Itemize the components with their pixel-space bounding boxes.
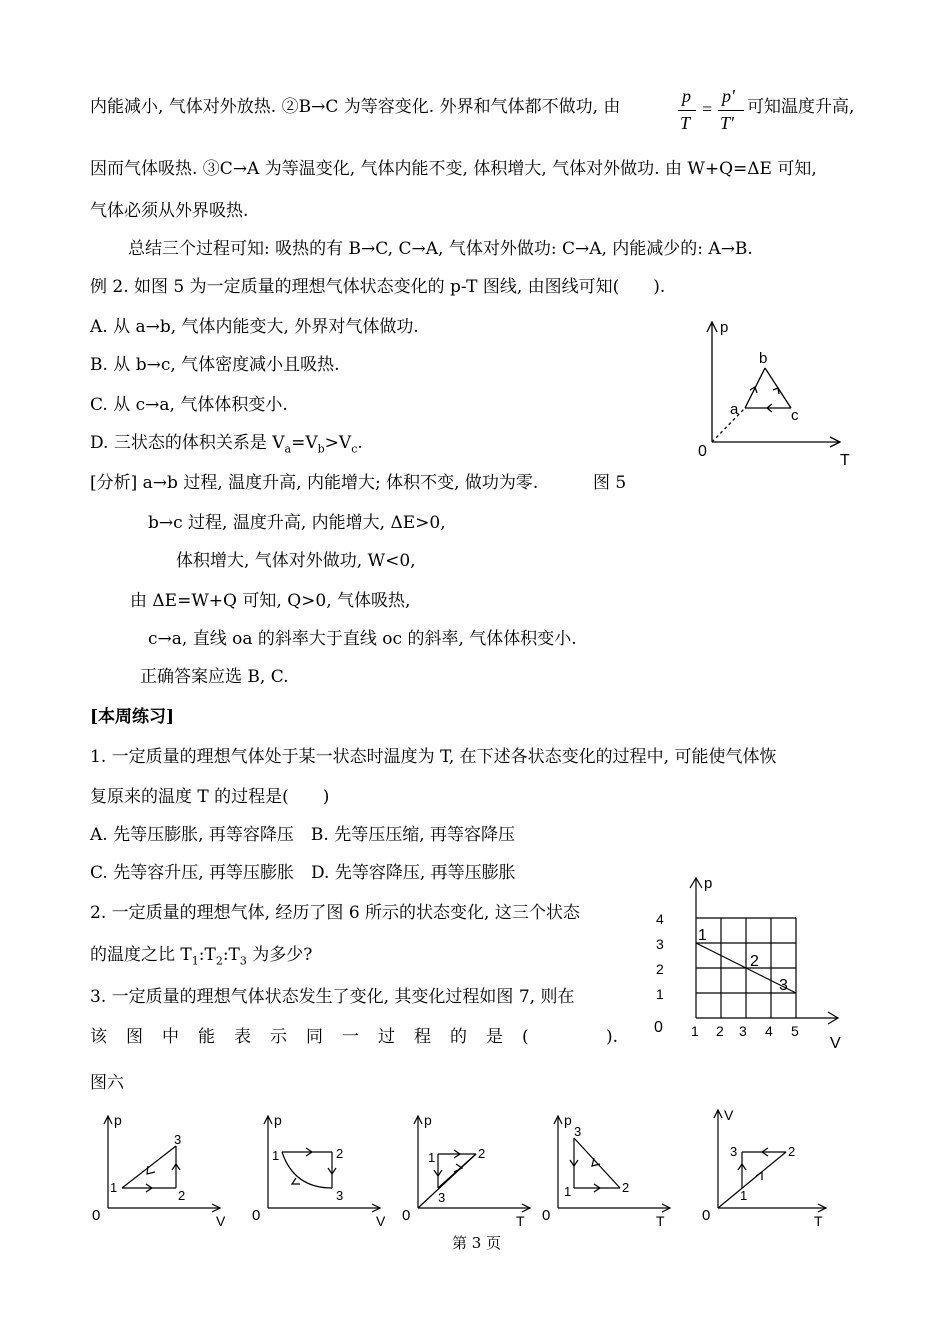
fig6-xtick-2: 2 (716, 1023, 724, 1039)
svg-text:3: 3 (438, 1190, 446, 1205)
question-1-line-1: 1. 一定质量的理想气体处于某一状态时温度为 T, 在下述各状态变化的过程中, 可能使气体恢 (90, 747, 777, 767)
fig6-xtick-5: 5 (791, 1023, 799, 1039)
analysis-line-2: b→c 过程, 温度升高, 内能增大, ΔE>0, (148, 513, 446, 533)
formula-denominator-t-prime: T' (720, 113, 734, 133)
fig5-label-c: c (791, 407, 799, 424)
example-2-option-b: B. 从 b→c, 气体密度减小且吸热. (90, 355, 340, 375)
paragraph-4: 总结三个过程可知: 吸热的有 B→C, C→A, 气体对外做功: C→A, 内能减少的: A→B. (128, 239, 753, 259)
svg-text:1: 1 (740, 1188, 748, 1203)
paragraph-1 (90, 96, 620, 118)
svg-text:3: 3 (730, 1144, 738, 1159)
svg-text:1: 1 (428, 1150, 436, 1165)
svg-text:2: 2 (178, 1188, 186, 1203)
svg-text:2: 2 (622, 1180, 630, 1195)
formula-bar-1 (678, 110, 696, 111)
svg-text:0: 0 (402, 1207, 411, 1224)
svg-text:p: p (564, 1112, 572, 1128)
paragraph-1-tail: 可知温度升高, (747, 97, 855, 117)
fig5-label-o: 0 (698, 443, 707, 460)
formula-numerator-p-prime: p' (722, 86, 735, 106)
formula-equals: = (702, 99, 713, 119)
question-1-line-2: 复原来的温度 T 的过程是( ) (90, 787, 330, 807)
fig5-label-p: p (720, 319, 729, 336)
svg-text:1: 1 (110, 1180, 118, 1195)
paragraph-2: 因而气体吸热. ③C→A 为等温变化, 气体内能不变, 体积增大, 气体对外做功. 由 W+Q=ΔE 可知, (90, 159, 817, 179)
formula-denominator-t: T (680, 113, 691, 133)
svg-text:2: 2 (336, 1146, 344, 1161)
example-2-option-d: D. 三状态的体积关系是 $V_a=V_b>V_c$. (90, 433, 363, 456)
example-2-title: 例 2. 如图 5 为一定质量的理想气体状态变化的 p-T 图线, 由图线可知( ). (90, 277, 666, 297)
svg-text:2: 2 (788, 1144, 796, 1159)
figure-6-pv-grid-diagram (648, 868, 858, 1053)
fig6-state-2: 2 (750, 953, 759, 970)
fig6-xtick-1: 1 (691, 1023, 699, 1039)
fig5-label-a: a (730, 401, 739, 418)
question-3-line-2: 该图中能表示同一过程的是( (90, 1027, 548, 1047)
svg-text:2: 2 (478, 1146, 486, 1161)
figure-6-caption: 图六 (90, 1073, 124, 1093)
analysis-line-4: 由 ΔE=W+Q 可知, Q>0, 气体吸热, (130, 591, 411, 611)
answer-line: 正确答案应选 B, C. (140, 667, 289, 687)
example-2-option-a: A. 从 a→b, 气体内能变大, 外界对气体做功. (90, 317, 419, 337)
figure-7-diagram-5 (700, 1100, 850, 1232)
svg-text:1: 1 (272, 1148, 280, 1163)
fig6-state-1: 1 (698, 927, 707, 944)
fig5-dashed-oa (712, 408, 745, 442)
fig6-ytick-3: 3 (656, 936, 664, 952)
example-2-option-c: C. 从 c→a, 气体体积变小. (90, 395, 288, 415)
svg-text:0: 0 (702, 1207, 711, 1224)
analysis-line-1: [分析] a→b 过程, 温度升高, 内能增大; 体积不变, 做功为零. (90, 473, 539, 493)
question-3-line-1: 3. 一定质量的理想气体状态发生了变化, 其变化过程如图 7, 则在 (90, 987, 575, 1007)
fig5-label-b: b (759, 350, 768, 367)
fig5-arrow-bc (773, 388, 779, 394)
svg-text:3: 3 (574, 1124, 582, 1139)
fig6-label-o: 0 (654, 1019, 663, 1036)
figure-5-caption: 图 5 (593, 473, 627, 493)
figure-7-diagram-4 (540, 1108, 680, 1233)
svg-text:3: 3 (336, 1188, 344, 1203)
svg-text:0: 0 (252, 1207, 261, 1224)
formula-numerator-p: p (682, 86, 691, 106)
svg-text:3: 3 (174, 1132, 182, 1147)
question-2-line-2: 的温度之比 $T_1:T_2:T_3$ 为多少? (90, 945, 313, 968)
svg-text:V: V (376, 1213, 386, 1229)
svg-text:1: 1 (564, 1184, 572, 1199)
svg-text:V: V (216, 1213, 226, 1229)
fig6-state-3: 3 (779, 977, 788, 994)
fig6-label-v: V (830, 1035, 841, 1052)
analysis-line-5: c→a, 直线 oa 的斜率大于直线 oc 的斜率, 气体体积变小. (148, 629, 577, 649)
question-1-options-1: A. 先等压膨胀, 再等容降压 B. 先等压压缩, 再等容降压 (90, 825, 515, 845)
figure-7-diagram-2 (250, 1108, 390, 1233)
fig6-ytick-2: 2 (656, 961, 664, 977)
fig6-xtick-4: 4 (765, 1023, 773, 1039)
fig5-label-t: T (840, 452, 850, 469)
fig6-ytick-4: 4 (656, 911, 664, 927)
figure-7-diagram-1 (90, 1108, 230, 1233)
page-number: 第 3 页 (452, 1234, 502, 1252)
question-1-options-2: C. 先等容升压, 再等压膨胀 D. 先等容降压, 再等压膨胀 (90, 863, 516, 883)
analysis-line-3: 体积增大, 气体对外做功, W<0, (176, 551, 416, 571)
svg-text:T: T (656, 1213, 665, 1229)
svg-text:p: p (424, 1112, 432, 1128)
svg-text:p: p (114, 1112, 122, 1128)
formula-bar-2 (718, 110, 744, 111)
svg-text:p: p (274, 1112, 282, 1128)
figure-5-pt-diagram (690, 310, 870, 475)
paragraph-1-text: 内能减小, 气体对外放热. ②B→C 为等容变化. 外界和气体都不做功, 由 (90, 97, 621, 117)
svg-text:0: 0 (542, 1207, 551, 1224)
paragraph-3: 气体必须从外界吸热. (90, 201, 249, 221)
svg-text:0: 0 (92, 1207, 101, 1224)
svg-text:T: T (814, 1213, 823, 1229)
fig6-label-p: p (704, 875, 713, 892)
svg-text:V: V (724, 1107, 734, 1123)
svg-text:T: T (516, 1213, 525, 1229)
fig6-xtick-3: 3 (739, 1023, 747, 1039)
practice-header: [本周练习] (90, 707, 175, 727)
figure-7-diagram-3 (400, 1108, 540, 1233)
fig6-ytick-1: 1 (656, 986, 664, 1002)
question-2-line-1: 2. 一定质量的理想气体, 经历了图 6 所示的状态变化, 这三个状态 (90, 903, 580, 923)
question-3-line-2-end: ). (606, 1027, 619, 1047)
